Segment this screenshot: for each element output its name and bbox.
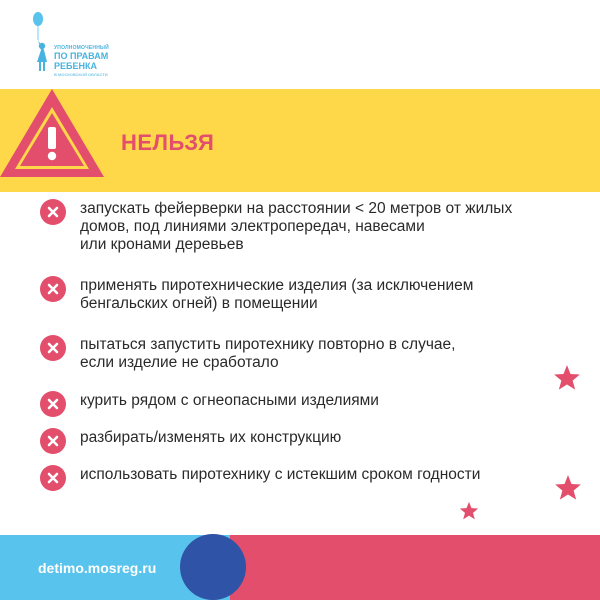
- cross-icon: [40, 428, 66, 454]
- website-link[interactable]: detimo.mosreg.ru: [38, 560, 157, 576]
- list-item: [40, 200, 512, 254]
- star-icon: [554, 474, 582, 502]
- list-item: [40, 466, 480, 491]
- footer-circle: [180, 534, 246, 600]
- rule-text: разбирать/изменять их конструкцию: [80, 429, 342, 446]
- footer-pink-band: [230, 535, 600, 600]
- banner-title: НЕЛЬЗЯ: [121, 130, 215, 155]
- rule-text: использовать пиротехнику с истекшим сроком годности: [80, 466, 481, 483]
- list-item: [40, 392, 379, 417]
- rule-text: пытаться запустить пиротехнику повторно в случае, если изделие не сработало: [80, 336, 456, 371]
- logo: [28, 10, 148, 77]
- rule-text: применять пиротехнические изделия (за исключением бенгальских огней) в помещении: [80, 277, 474, 312]
- cross-icon: [40, 335, 66, 361]
- rule-text: курить рядом с огнеопасными изделиями: [80, 392, 379, 409]
- logo-line-4: В МОСКОВСКОЙ ОБЛАСТИ: [54, 72, 108, 77]
- cross-icon: [40, 391, 66, 417]
- logo-text: [54, 46, 109, 77]
- list-item: [40, 336, 455, 372]
- list-item: [40, 429, 341, 454]
- list-item: [40, 277, 473, 313]
- star-icon: [553, 364, 581, 392]
- cross-icon: [40, 199, 66, 225]
- logo-line-3: РЕБЕНКА: [54, 61, 97, 71]
- rule-text: запускать фейерверки на расстоянии < 20 метров от жилых домов, под линиями электропередач, навесами или кронами деревьев: [80, 200, 513, 253]
- logo-line-2: ПО ПРАВАМ: [54, 51, 109, 61]
- warning-triangle-icon: [0, 89, 110, 192]
- cross-icon: [40, 465, 66, 491]
- logo-line-1: УПОЛНОМОЧЕННЫЙ: [54, 45, 109, 51]
- star-icon: [459, 501, 479, 521]
- cross-icon: [40, 276, 66, 302]
